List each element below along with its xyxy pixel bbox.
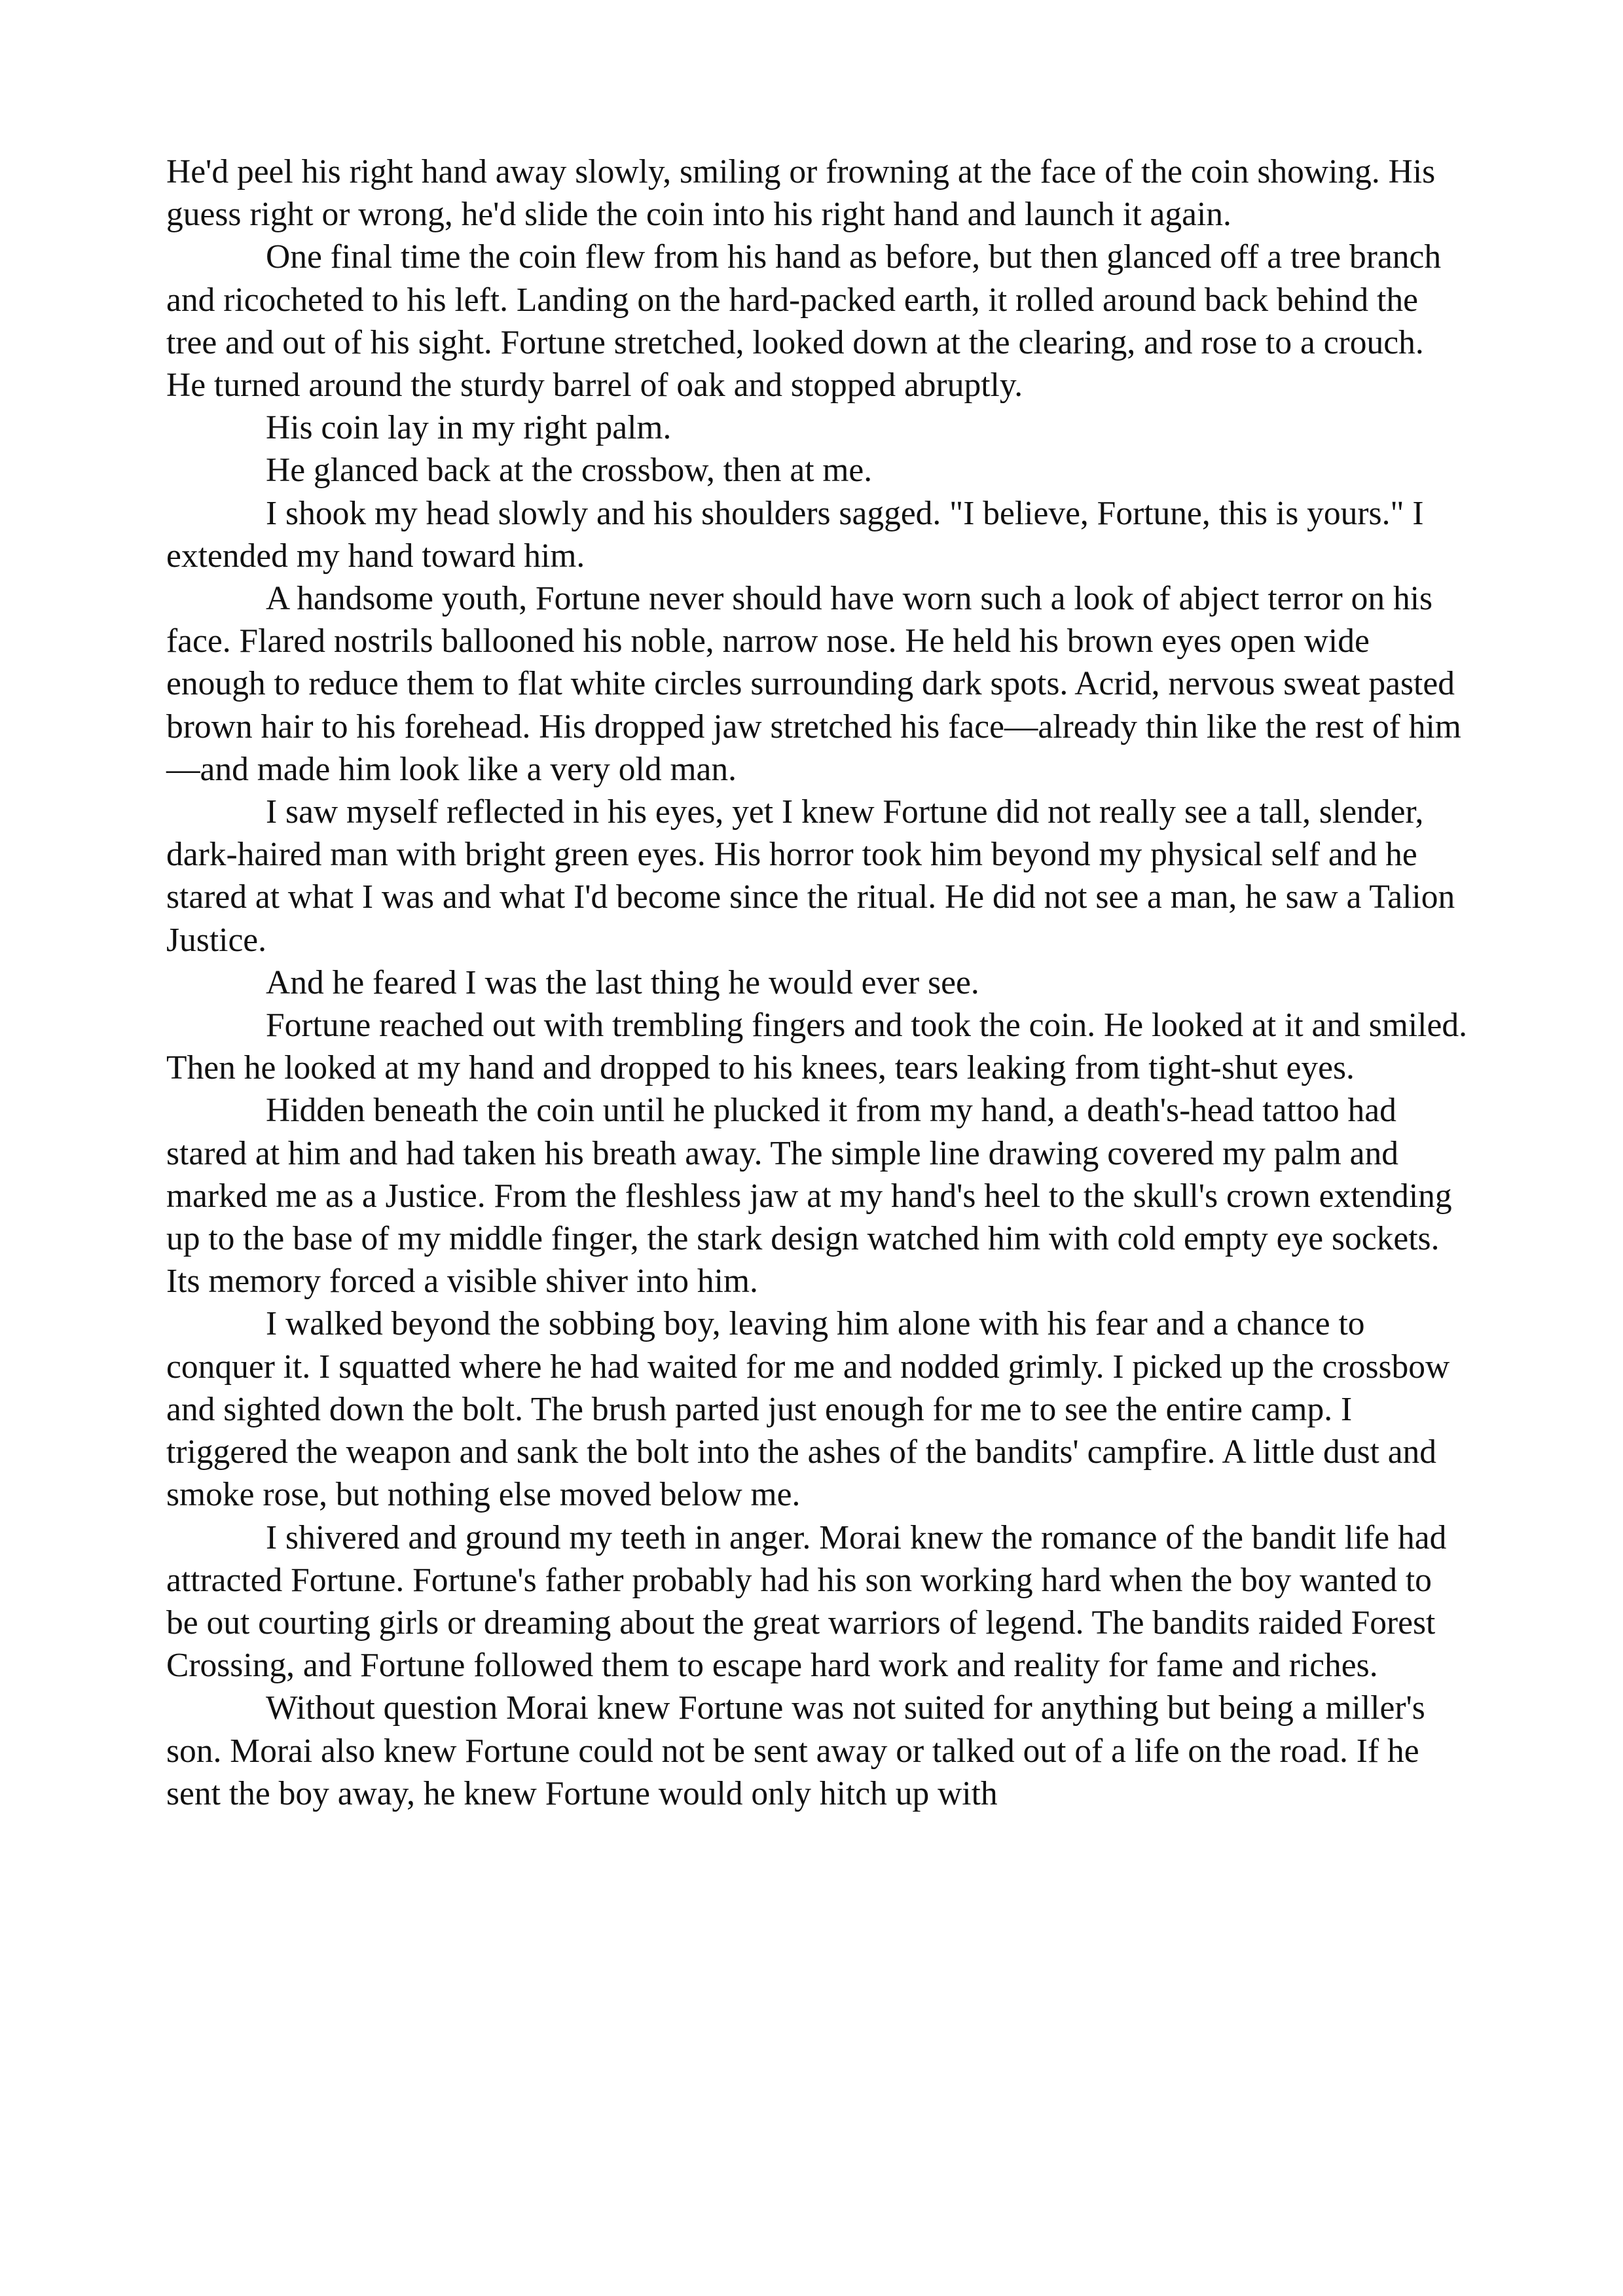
paragraph: Hidden beneath the coin until he plucked it from my hand, a death's-head tattoo had stared at him and had taken his breath away. The simple line drawing covered my palm and marked me as a Justice. From the fleshless jaw at my hand's heel to the skull's crown extending up to the base of my middle finger, the stark design watched him with cold empty eye sockets. Its memory forced a visible shiver into him. xyxy=(166,1092,1452,1300)
paragraph: Without question Morai knew Fortune was not suited for anything but being a miller's son. Morai also knew Fortune could not be sent away or talked out of a life on the road. If he sent the boy away, he knew Fortune would only hitch up with xyxy=(166,1689,1425,1812)
paragraph: I saw myself reflected in his eyes, yet I knew Fortune did not really see a tall, slender, dark-haired man with bright green eyes. His horror took him beyond my physical self and he stared at what I was and what I'd become since the ritual. He did not see a man, he saw a Talion Justice. xyxy=(166,793,1455,959)
paragraph: One final time the coin flew from his hand as before, but then glanced off a tree branch and ricocheted to his left. Landing on the hard-packed earth, it rolled around back behind the tree and out of his sight. Fortune stretched, looked down at the clearing, and rose to a crouch. He turned around the sturdy barrel of oak and stopped abruptly. xyxy=(166,238,1442,404)
paragraph: And he feared I was the last thing he would ever see. xyxy=(266,963,979,1001)
body-text xyxy=(166,151,1469,1815)
paragraph: His coin lay in my right palm. xyxy=(266,409,672,447)
paragraph: I shook my head slowly and his shoulders sagged. "I believe, Fortune, this is yours." I extended my hand toward him. xyxy=(166,494,1424,575)
paragraph: I shivered and ground my teeth in anger. Morai knew the romance of the bandit life had attracted Fortune. Fortune's father probably had his son working hard when the boy wanted to be out courting girls or dreaming about the great warriors of legend. The bandits raided Forest Crossing, and Fortune followed them to escape hard work and reality for fame and riches. xyxy=(166,1518,1447,1685)
paragraph: I walked beyond the sobbing boy, leaving him alone with his fear and a chance to conquer it. I squatted where he had waited for me and nodded grimly. I picked up the crossbow and sighted down the bolt. The brush parted just enough for me to see the entire camp. I triggered the weapon and sank the bolt into the ashes of the bandits' campfire. A little dust and smoke rose, but nothing else moved below me. xyxy=(166,1305,1450,1514)
paragraph: He glanced back at the crossbow, then at me. xyxy=(266,452,873,490)
paragraph: A handsome youth, Fortune never should have worn such a look of abject terror on his face. Flared nostrils ballooned his noble, narrow nose. He held his brown eyes open wide enough to reduce them to flat white circles surrounding dark spots. Acrid, nervous sweat pasted brown hair to his forehead. His dropped jaw stretched his face—already thin like the rest of him—and made him look like a very old man. xyxy=(166,580,1461,788)
paragraph: Fortune reached out with trembling fingers and took the coin. He looked at it and smiled. Then he looked at my hand and dropped to his knees, tears leaking from tight-shut eyes. xyxy=(166,1007,1467,1087)
paragraph: He'd peel his right hand away slowly, smiling or frowning at the face of the coin showing. His guess right or wrong, he'd slide the coin into his right hand and launch it again. xyxy=(166,153,1436,234)
